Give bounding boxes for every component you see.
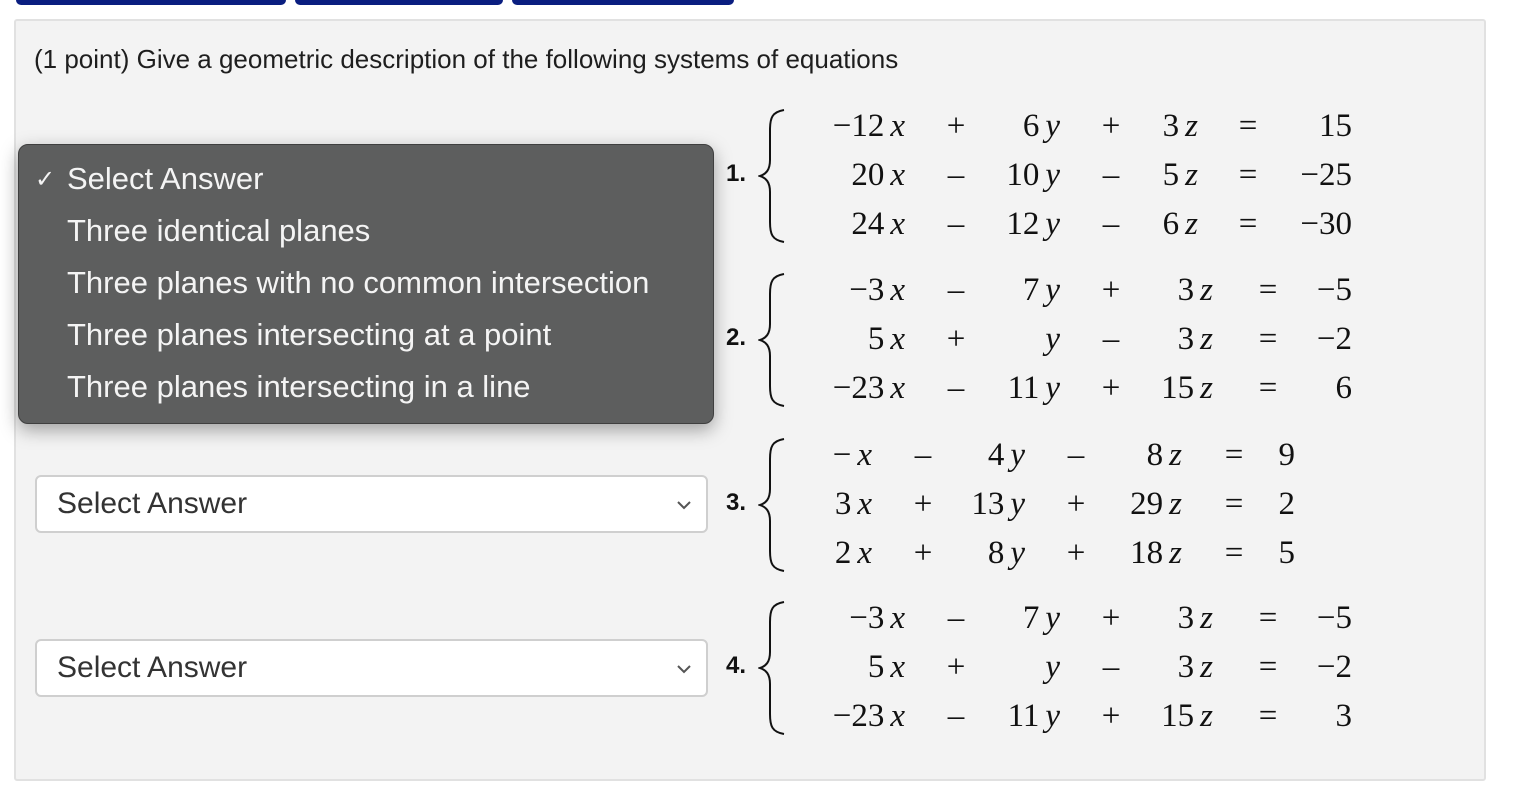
z-coefficient: 3: [1177, 272, 1195, 308]
equals-sign: =: [1238, 108, 1258, 144]
z-coefficient: 3: [1177, 321, 1195, 357]
operator: +: [946, 108, 966, 144]
y-variable: y: [1045, 370, 1060, 406]
z-coefficient: 15: [1161, 370, 1195, 406]
z-term: [1072, 437, 1182, 474]
y-variable: y: [1010, 486, 1025, 522]
right-hand-side: −25: [1300, 157, 1352, 193]
operator: +: [1101, 272, 1121, 308]
y-coefficient: 7: [1022, 272, 1040, 308]
y-term: [950, 600, 1060, 637]
menu-option[interactable]: Three planes with no common intersection: [67, 265, 650, 300]
y-coefficient: 12: [1006, 206, 1040, 242]
x-term: [785, 698, 905, 735]
system-label: 1.: [726, 160, 747, 187]
y-term: [950, 698, 1060, 735]
menu-option[interactable]: Select Answer: [67, 161, 264, 196]
y-variable: y: [1045, 206, 1060, 242]
z-coefficient: 29: [1130, 486, 1164, 522]
y-term: [915, 437, 1025, 474]
x-term: [785, 206, 905, 243]
y-term: [950, 108, 1060, 145]
right-hand-side: −5: [1316, 600, 1352, 636]
operator: +: [946, 649, 966, 685]
right-hand-side: 15: [1319, 108, 1352, 144]
z-coefficient: 18: [1130, 535, 1164, 571]
y-variable: y: [1045, 600, 1060, 636]
operator: –: [1102, 157, 1120, 193]
x-term: [785, 370, 905, 407]
equals-sign: =: [1224, 486, 1244, 522]
menu-option[interactable]: Three identical planes: [67, 213, 371, 248]
equals-sign: =: [1258, 649, 1278, 685]
top-tab-2[interactable]: [295, 0, 503, 5]
z-variable: z: [1185, 206, 1198, 242]
x-coefficient: 24: [851, 206, 885, 242]
y-term: [950, 206, 1060, 243]
x-variable: x: [890, 370, 905, 406]
z-term: [1103, 370, 1213, 407]
operator: +: [913, 486, 933, 522]
z-term: [1103, 649, 1213, 686]
operator: –: [947, 370, 965, 406]
answer-select-4[interactable]: [35, 639, 708, 697]
operator: +: [1101, 698, 1121, 734]
y-variable: y: [1045, 698, 1060, 734]
operator: –: [947, 157, 965, 193]
y-term: [950, 649, 1060, 686]
right-hand-side: 5: [1278, 535, 1295, 571]
y-term: [915, 486, 1025, 523]
right-hand-side: −30: [1300, 206, 1352, 242]
left-brace-icon: [758, 272, 788, 408]
equals-sign: =: [1258, 370, 1278, 406]
top-tab-3[interactable]: [512, 0, 734, 5]
y-term: [950, 272, 1060, 309]
z-term: [1072, 535, 1182, 572]
right-hand-side: 6: [1335, 370, 1352, 406]
z-variable: z: [1200, 370, 1213, 406]
operator: +: [1101, 370, 1121, 406]
x-coefficient: −23: [832, 698, 885, 734]
right-hand-side: 3: [1335, 698, 1352, 734]
x-variable: x: [890, 649, 905, 685]
answer-select-3[interactable]: [35, 475, 708, 533]
z-variable: z: [1185, 108, 1198, 144]
z-coefficient: 3: [1177, 600, 1195, 636]
y-coefficient: 11: [1007, 698, 1040, 734]
x-coefficient: 2: [834, 535, 852, 571]
x-coefficient: 5: [867, 321, 885, 357]
x-variable: x: [890, 321, 905, 357]
equals-sign: =: [1258, 321, 1278, 357]
x-coefficient: −3: [849, 272, 885, 308]
left-brace-icon: [758, 600, 788, 736]
equals-sign: =: [1238, 206, 1258, 242]
x-coefficient: −: [832, 437, 852, 473]
x-term: [785, 272, 905, 309]
operator: +: [1066, 486, 1086, 522]
equals-sign: =: [1258, 698, 1278, 734]
operator: –: [1102, 321, 1120, 357]
menu-option[interactable]: Three planes intersecting at a point: [67, 317, 552, 352]
y-variable: y: [1010, 535, 1025, 571]
z-term: [1103, 321, 1213, 358]
z-coefficient: 3: [1177, 649, 1195, 685]
z-term: [1103, 600, 1213, 637]
system-label: 2.: [726, 324, 747, 351]
x-variable: x: [857, 437, 872, 473]
z-variable: z: [1169, 535, 1182, 571]
menu-option[interactable]: Three planes intersecting in a line: [67, 369, 531, 404]
z-term: [1103, 698, 1213, 735]
z-term: [1072, 486, 1182, 523]
z-variable: z: [1169, 486, 1182, 522]
y-coefficient: 7: [1022, 600, 1040, 636]
operator: –: [947, 272, 965, 308]
right-hand-side: −2: [1316, 649, 1352, 685]
operator: –: [914, 437, 932, 473]
y-variable: y: [1045, 157, 1060, 193]
x-coefficient: −12: [832, 108, 885, 144]
y-coefficient: 11: [1007, 370, 1040, 406]
x-coefficient: 20: [851, 157, 885, 193]
z-variable: z: [1200, 649, 1213, 685]
x-variable: x: [890, 108, 905, 144]
system-label: 4.: [726, 652, 747, 679]
x-coefficient: 5: [867, 649, 885, 685]
select-value: Select Answer: [57, 651, 248, 684]
operator: –: [1102, 206, 1120, 242]
right-hand-side: −5: [1316, 272, 1352, 308]
z-term: [1088, 157, 1198, 194]
x-coefficient: 3: [834, 486, 852, 522]
z-term: [1088, 108, 1198, 145]
chevron-down-icon: [676, 661, 692, 677]
answer-select-1-menu[interactable]: [18, 144, 714, 424]
y-variable: y: [1010, 437, 1025, 473]
y-coefficient: 10: [1006, 157, 1040, 193]
x-term: [785, 649, 905, 686]
checkmark-icon: ✓: [35, 166, 56, 193]
operator: –: [947, 698, 965, 734]
z-variable: z: [1200, 321, 1213, 357]
x-variable: x: [890, 698, 905, 734]
y-variable: y: [1045, 321, 1060, 357]
operator: +: [913, 535, 933, 571]
y-term: [915, 535, 1025, 572]
equals-sign: =: [1258, 272, 1278, 308]
y-coefficient: 8: [987, 535, 1005, 571]
x-variable: x: [857, 535, 872, 571]
x-variable: x: [857, 486, 872, 522]
equals-sign: =: [1258, 600, 1278, 636]
y-variable: y: [1045, 272, 1060, 308]
z-coefficient: 8: [1146, 437, 1164, 473]
y-variable: y: [1045, 649, 1060, 685]
x-variable: x: [890, 157, 905, 193]
z-term: [1103, 272, 1213, 309]
question-text: (1 point) Give a geometric description of the following systems of equations: [34, 44, 899, 74]
x-variable: x: [890, 206, 905, 242]
operator: –: [1102, 649, 1120, 685]
y-variable: y: [1045, 108, 1060, 144]
x-term: [752, 535, 872, 572]
z-variable: z: [1200, 600, 1213, 636]
operator: +: [1101, 108, 1121, 144]
y-term: [950, 321, 1060, 358]
z-term: [1088, 206, 1198, 243]
x-variable: x: [890, 272, 905, 308]
z-coefficient: 6: [1162, 206, 1180, 242]
operator: –: [1067, 437, 1085, 473]
equals-sign: =: [1224, 437, 1244, 473]
x-term: [752, 486, 872, 523]
x-term: [785, 600, 905, 637]
z-coefficient: 5: [1162, 157, 1180, 193]
z-coefficient: 15: [1161, 698, 1195, 734]
right-hand-side: 2: [1278, 486, 1295, 522]
right-hand-side: −2: [1316, 321, 1352, 357]
y-coefficient: 6: [1022, 108, 1040, 144]
top-tab-1[interactable]: [16, 0, 286, 5]
x-term: [785, 321, 905, 358]
y-coefficient: 4: [987, 437, 1005, 473]
z-variable: z: [1200, 698, 1213, 734]
left-brace-icon: [758, 108, 788, 244]
y-term: [950, 157, 1060, 194]
x-variable: x: [890, 600, 905, 636]
equals-sign: =: [1238, 157, 1258, 193]
select-value: Select Answer: [57, 487, 248, 520]
x-coefficient: −23: [832, 370, 885, 406]
y-coefficient: 13: [971, 486, 1005, 522]
right-hand-side: 9: [1278, 437, 1295, 473]
chevron-down-icon: [676, 497, 692, 513]
z-variable: z: [1200, 272, 1213, 308]
x-term: [785, 108, 905, 145]
z-variable: z: [1185, 157, 1198, 193]
x-term: [752, 437, 872, 474]
system-label: 3.: [726, 489, 747, 516]
operator: –: [947, 206, 965, 242]
operator: +: [1066, 535, 1086, 571]
y-term: [950, 370, 1060, 407]
operator: +: [946, 321, 966, 357]
z-variable: z: [1169, 437, 1182, 473]
operator: +: [1101, 600, 1121, 636]
equals-sign: =: [1224, 535, 1244, 571]
x-term: [785, 157, 905, 194]
x-coefficient: −3: [849, 600, 885, 636]
operator: –: [947, 600, 965, 636]
z-coefficient: 3: [1162, 108, 1180, 144]
